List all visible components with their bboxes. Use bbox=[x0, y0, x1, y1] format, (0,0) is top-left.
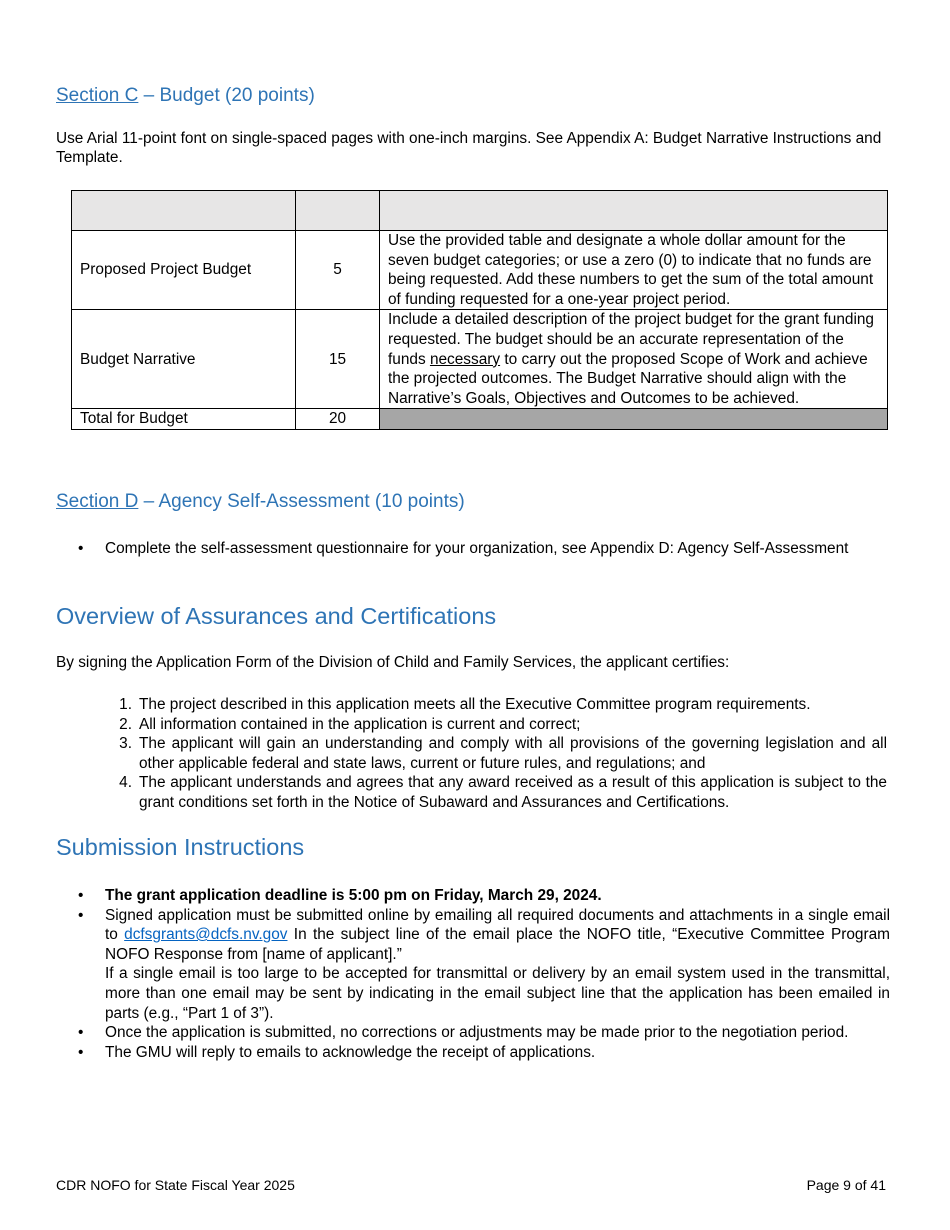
list-item-text: The GMU will reply to emails to acknowledge the receipt of applications. bbox=[105, 1043, 596, 1061]
list-item bbox=[78, 1023, 890, 1043]
section-d-title: – Agency Self-Assessment (10 points) bbox=[138, 491, 465, 512]
description-underlined: necessary bbox=[429, 350, 501, 368]
section-c-heading bbox=[56, 85, 315, 107]
budget-table bbox=[71, 190, 888, 430]
section-c-link[interactable]: Section C bbox=[56, 85, 139, 106]
list-item-text: Once the application is submitted, no corrections or adjustments may be made prior to the negotiation period. bbox=[105, 1024, 849, 1042]
list-item-text: All information contained in the application is current and correct; bbox=[139, 715, 581, 733]
total-points: 20 bbox=[296, 409, 380, 430]
section-d-link[interactable]: Section D bbox=[56, 491, 139, 512]
bullet-icon: • bbox=[78, 540, 84, 557]
list-number: 3. bbox=[119, 735, 132, 753]
header-cell bbox=[72, 191, 296, 231]
table-total-row bbox=[72, 409, 888, 430]
description-text: Include a detailed description of the project budget for the grant funding requested. The budget should be an accurate representation of the funds bbox=[388, 311, 874, 368]
section-c-intro: Use Arial 11-point font on single-spaced pages with one-inch margins. See Appendix A: Budget Narrative Instructions and Template. bbox=[56, 130, 882, 167]
deadline-text: The grant application deadline is 5:00 pm on Friday, March 29, 2024. bbox=[105, 887, 602, 904]
description-text: to carry out the proposed Scope of Work and achieve the projected outcomes. The Budget Narrative should align with the Narrative’s Goals, Objectives and Outcomes to be achieved. bbox=[388, 350, 868, 407]
page-number: Page 9 of 41 bbox=[806, 1177, 886, 1193]
bullet-icon: • bbox=[78, 887, 84, 904]
row-description bbox=[380, 310, 888, 409]
total-empty-cell bbox=[380, 409, 888, 430]
table-header-row bbox=[72, 191, 888, 231]
row-points: 5 bbox=[296, 231, 380, 310]
list-item-text: In the subject line of the email place the NOFO title, “Executive Committee Program NOFO Response from [name of applicant].” bbox=[105, 926, 890, 963]
email-link[interactable]: dcfsgrants@dcfs.nv.gov bbox=[124, 926, 288, 944]
submission-heading: Submission Instructions bbox=[56, 834, 305, 860]
section-c-title: – Budget (20 points) bbox=[138, 85, 315, 106]
section-d-list bbox=[78, 537, 895, 560]
list-item bbox=[78, 906, 890, 1024]
list-number: 1. bbox=[119, 696, 132, 713]
list-item bbox=[78, 886, 890, 906]
section-d-heading bbox=[56, 491, 465, 513]
bullet-icon: • bbox=[78, 1024, 84, 1042]
list-item-text: Complete the self-assessment questionnaire for your organization, see Appendix D: Agency Self-Assessment bbox=[105, 540, 849, 557]
overview-heading: Overview of Assurances and Certifications bbox=[56, 603, 497, 629]
row-points: 15 bbox=[296, 310, 380, 409]
list-item bbox=[78, 537, 895, 560]
list-number: 2. bbox=[119, 715, 132, 733]
list-item bbox=[119, 773, 887, 812]
row-item: Budget Narrative bbox=[72, 310, 296, 409]
list-item-text: The applicant will gain an understanding and comply with all provisions of the governing legislation and all other applicable federal and state laws, current or future rules, and regulations; and bbox=[139, 735, 887, 772]
header-cell bbox=[296, 191, 380, 231]
list-item bbox=[78, 1043, 890, 1063]
footer-title: CDR NOFO for State Fiscal Year 2025 bbox=[56, 1177, 295, 1193]
row-description: Use the provided table and designate a whole dollar amount for the seven budget categories; or use a zero (0) to indicate that no funds are being requested. Add these numbers to get the sum of the total amount of funding requested for a one-year project period. bbox=[380, 231, 888, 310]
bullet-icon: • bbox=[78, 1043, 84, 1061]
list-item-text: The project described in this application meets all the Executive Committee program requirements. bbox=[139, 696, 811, 713]
list-item-note: If a single email is too large to be accepted for transmittal or delivery by an email system used in the transmittal, more than one email may be sent by indicating in the email subject line that the application has been emailed in parts (e.g., “Part 1 of 3”). bbox=[105, 965, 890, 1022]
list-item bbox=[119, 695, 887, 715]
total-label: Total for Budget bbox=[72, 409, 296, 430]
table-row bbox=[72, 310, 888, 409]
list-number: 4. bbox=[119, 774, 132, 792]
list-item bbox=[119, 715, 887, 735]
list-item-text: The applicant understands and agrees that any award received as a result of this application is subject to the grant conditions set forth in the Notice of Subaward and Assurances and Certifications. bbox=[139, 774, 887, 811]
header-cell bbox=[380, 191, 888, 231]
submission-list bbox=[78, 886, 890, 1062]
row-item: Proposed Project Budget bbox=[72, 231, 296, 310]
list-item bbox=[119, 734, 887, 773]
bullet-icon: • bbox=[78, 906, 84, 924]
certifications-list bbox=[119, 695, 887, 813]
overview-intro: By signing the Application Form of the Division of Child and Family Services, the applicant certifies: bbox=[56, 654, 730, 671]
table-row bbox=[72, 231, 888, 310]
list-item-text: Signed application must be submitted online by emailing all required documents and attachments in a single email to bbox=[105, 906, 890, 944]
